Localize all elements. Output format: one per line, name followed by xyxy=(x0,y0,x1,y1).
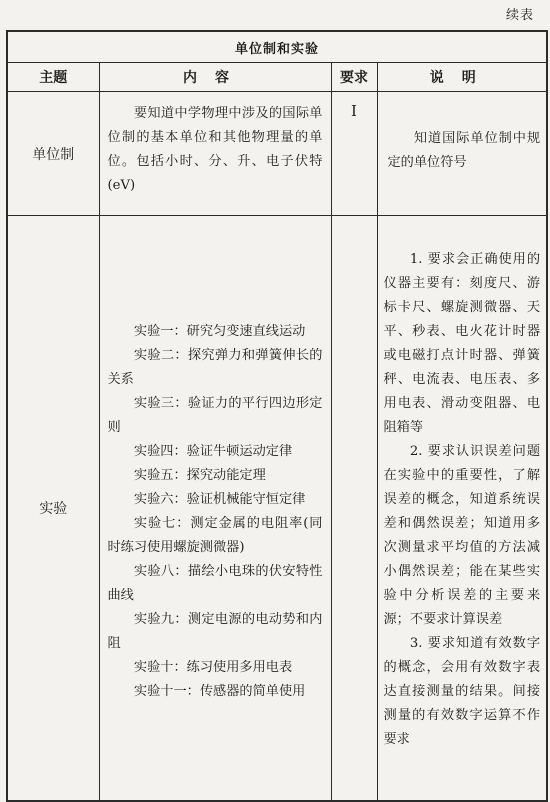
experiment-item: 实验六：验证机械能守恒定律 xyxy=(133,492,306,507)
requirement-experiments xyxy=(331,216,377,801)
experiment-item: 实验九：测定电源的电动势和内阻 xyxy=(107,612,323,651)
header-topic: 主题 xyxy=(7,63,99,92)
topic-units: 单位制 xyxy=(7,92,99,216)
content-units xyxy=(99,92,331,216)
table-header-row xyxy=(7,63,547,92)
content-units-text: 要知道中学物理中涉及的国际单位制的基本单位和其他物理量的单位。包括小时、分、升、电子伏特(eV) xyxy=(107,106,323,193)
notes-experiments-item: 3. 要求知道有效数字的概念，会用有效数字表达直接测量的结果。间接测量的有效数字运算不作要求 xyxy=(383,636,541,747)
experiment-item: 实验一：研究匀变速直线运动 xyxy=(133,324,306,339)
header-content: 内容 xyxy=(99,63,331,92)
notes-experiments-item: 1. 要求会正确使用的仪器主要有：刻度尺、游标卡尺、螺旋测微器、天平、秒表、电火花计时器或电磁打点计时器、弹簧秤、电流表、电压表、多用电表、滑动变阻器、电阻箱等 xyxy=(383,252,541,435)
content-experiments xyxy=(99,216,331,801)
header-requirement: 要求 xyxy=(331,63,377,92)
table-title-row xyxy=(7,31,547,63)
continued-label: 续表 xyxy=(505,8,534,23)
notes-experiments xyxy=(377,216,547,801)
experiment-item: 实验四：验证牛顿运动定律 xyxy=(133,444,293,459)
experiment-item: 实验七：测定金属的电阻率(同时练习使用螺旋测微器) xyxy=(107,516,323,555)
syllabus-table xyxy=(6,30,548,802)
experiment-item: 实验三：验证力的平行四边形定则 xyxy=(107,396,323,435)
notes-units xyxy=(377,92,547,216)
header-notes: 说明 xyxy=(377,63,547,92)
experiment-item: 实验五：探究动能定理 xyxy=(133,468,266,483)
notes-experiments-item: 2. 要求认识误差问题在实验中的重要性，了解误差的概念，知道系统误差和偶然误差；知道用多次测量求平均值的方法减小偶然误差；能在某些实验中分析误差的主要来源；不要求计算误差 xyxy=(383,444,541,627)
experiment-item: 实验十一：传感器的简单使用 xyxy=(133,684,306,699)
table-title: 单位制和实验 xyxy=(7,31,547,63)
experiment-item: 实验十：练习使用多用电表 xyxy=(133,660,293,675)
notes-units-text: 知道国际单位制中规定的单位符号 xyxy=(387,130,541,170)
table-row-experiments xyxy=(7,216,547,801)
experiment-item: 实验二：探究弹力和弹簧伸长的关系 xyxy=(107,348,323,387)
table-row-units xyxy=(7,92,547,216)
requirement-units: I xyxy=(331,92,377,216)
topic-experiments: 实验 xyxy=(7,216,99,801)
experiment-item: 实验八：描绘小电珠的伏安特性曲线 xyxy=(107,564,323,603)
